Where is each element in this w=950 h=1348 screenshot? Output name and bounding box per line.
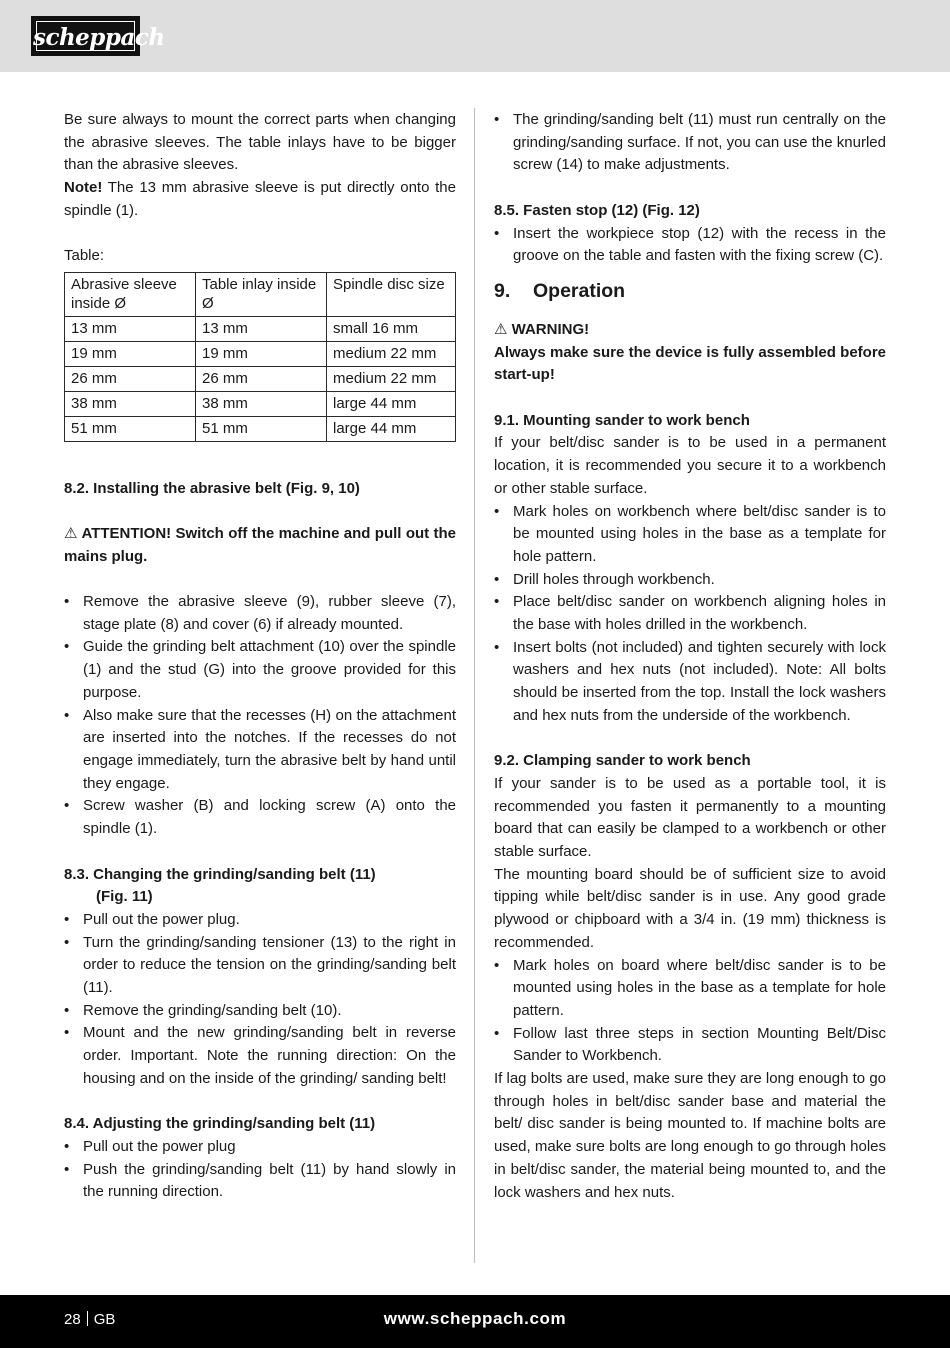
warning-text: Always make sure the device is fully assembled before start-up! bbox=[494, 343, 886, 384]
table-cell: medium 22 mm bbox=[327, 366, 456, 391]
table-cell: 26 mm bbox=[65, 366, 196, 391]
section-9-1-heading: 9.1. Mounting sander to work bench bbox=[494, 411, 750, 429]
table-cell: 51 mm bbox=[65, 416, 196, 441]
table-cell: large 44 mm bbox=[327, 391, 456, 416]
table-cell: 38 mm bbox=[65, 391, 196, 416]
attention-notice bbox=[64, 523, 456, 568]
table-cell: 19 mm bbox=[196, 341, 327, 366]
table-cell: 26 mm bbox=[196, 366, 327, 391]
section-8-3-heading-figure: (Fig. 11) bbox=[96, 888, 153, 906]
section-9-2-text: If lag bolts are used, make sure they are long enough to go through holes in belt/disc sander base and material the belt/ disc sander is being mounted to. If machine bolts are used, make sure bolts are long enough to go through holes in belt/disc sander, the material being mounted to, and the lock washers and hex nuts. bbox=[494, 1070, 886, 1201]
list-item: • Also make sure that the recesses (H) on the attachment are inserted into the notches. If the recesses do not engage immediately, turn the abrasive belt by hand until they engage. bbox=[64, 705, 456, 796]
section-8-2-heading: 8.2. Installing the abrasive belt (Fig. 9, 10) bbox=[64, 479, 360, 497]
belt-centering-list bbox=[494, 109, 886, 177]
warning-triangle-icon: ⚠ bbox=[494, 320, 508, 338]
section-9-2-text: The mounting board should be of sufficient size to avoid tipping while belt/disc sander is in use. Any good grade plywood or chipboard with a 3/4 in. (19 mm) thickness is recommended. bbox=[494, 865, 886, 951]
list-item: • Drill holes through workbench. bbox=[494, 569, 886, 592]
table-row bbox=[65, 316, 456, 341]
table-row bbox=[65, 416, 456, 441]
list-item: • Mark holes on workbench where belt/disc sander is to be mounted using holes in the base as a template for hole pattern. bbox=[494, 501, 886, 569]
note-label: Note! bbox=[64, 179, 103, 197]
section-8-3-list bbox=[64, 909, 456, 1091]
scheppach-logo: scheppach bbox=[31, 16, 140, 56]
attention-text: ATTENTION! Switch off the machine and pull out the mains plug. bbox=[64, 524, 456, 565]
note-text: The 13 mm abrasive sleeve is put directly onto the spindle (1). bbox=[64, 179, 456, 219]
right-column bbox=[494, 109, 886, 1204]
table-cell: 19 mm bbox=[65, 341, 196, 366]
list-item: • Mount and the new grinding/sanding belt in reverse order. Important. Note the running direction: On the housing and on the inside of the grinding/ sanding belt! bbox=[64, 1022, 456, 1090]
list-item: • Mark holes on board where belt/disc sander is to be mounted using holes in the base as a template for hole pattern. bbox=[494, 955, 886, 1023]
list-item: • Pull out the power plug. bbox=[64, 909, 456, 932]
column-divider bbox=[474, 108, 475, 1263]
list-item: • Follow last three steps in section Mounting Belt/Disc Sander to Workbench. bbox=[494, 1023, 886, 1068]
page-number: 28 bbox=[64, 1311, 81, 1328]
sleeve-table bbox=[64, 272, 456, 442]
list-item: • Screw washer (B) and locking screw (A) onto the spindle (1). bbox=[64, 795, 456, 840]
warning-triangle-icon: ⚠ bbox=[64, 524, 78, 542]
table-cell: 38 mm bbox=[196, 391, 327, 416]
section-8-5-list bbox=[494, 223, 886, 268]
section-9-2-heading: 9.2. Clamping sander to work bench bbox=[494, 752, 751, 770]
table-cell: small 16 mm bbox=[327, 316, 456, 341]
list-item: • Remove the grinding/sanding belt (10). bbox=[64, 1000, 456, 1023]
table-cell: medium 22 mm bbox=[327, 341, 456, 366]
list-item: • Pull out the power plug bbox=[64, 1136, 456, 1159]
table-cell: 13 mm bbox=[65, 316, 196, 341]
section-9-2-text: If your sander is to be used as a portable tool, it is recommended you fasten it permanently to a mounting board that can easily be clamped to a workbench or other stable surface. bbox=[494, 774, 886, 861]
table-header-cell: Table inlay inside Ø bbox=[196, 272, 327, 316]
section-9-heading bbox=[494, 278, 886, 304]
header-bar bbox=[0, 0, 950, 72]
list-item: • Push the grinding/sanding belt (11) by hand slowly in the running direction. bbox=[64, 1159, 456, 1204]
section-8-4-list bbox=[64, 1136, 456, 1204]
warning-label: WARNING! bbox=[507, 320, 590, 338]
section-9-1-list bbox=[494, 501, 886, 728]
section-8-2-list bbox=[64, 591, 456, 841]
left-column bbox=[64, 109, 456, 1204]
table-label: Table: bbox=[64, 247, 105, 265]
section-9-1-text: If your belt/disc sander is to be used in a permanent location, it is recommended you secure it to a workbench or other stable surface. bbox=[494, 434, 886, 497]
table-header-row bbox=[65, 272, 456, 316]
section-8-5-heading: 8.5. Fasten stop (12) (Fig. 12) bbox=[494, 201, 700, 219]
list-item: • Place belt/disc sander on workbench aligning holes in the base with holes drilled in the workbench. bbox=[494, 591, 886, 636]
section-8-4-heading: 8.4. Adjusting the grinding/sanding belt (11) bbox=[64, 1115, 376, 1133]
list-item: • Turn the grinding/sanding tensioner (13) to the right in order to reduce the tension on the grinding/sanding belt (11). bbox=[64, 932, 456, 1000]
table-header-cell: Spindle disc size bbox=[327, 272, 456, 316]
footer-bar bbox=[0, 1295, 950, 1348]
website-link[interactable]: www.scheppach.com bbox=[383, 1309, 567, 1328]
language-code: GB bbox=[93, 1311, 116, 1328]
table-header-cell: Abrasive sleeve inside Ø bbox=[65, 272, 196, 316]
list-item: • Guide the grinding belt attachment (10) over the spindle (1) and the stud (G) into the groove provided for this purpose. bbox=[64, 636, 456, 704]
table-row bbox=[65, 391, 456, 416]
list-item: • Remove the abrasive sleeve (9), rubber sleeve (7), stage plate (8) and cover (6) if already mounted. bbox=[64, 591, 456, 636]
table-cell: 51 mm bbox=[196, 416, 327, 441]
table-row bbox=[65, 366, 456, 391]
section-9-2-list bbox=[494, 955, 886, 1069]
list-item: • Insert the workpiece stop (12) with the recess in the groove on the table and fasten with the fixing screw (C). bbox=[494, 223, 886, 268]
table-cell: large 44 mm bbox=[327, 416, 456, 441]
warning-heading bbox=[494, 319, 886, 342]
section-9-number: 9. bbox=[494, 279, 511, 302]
section-8-3-heading: 8.3. Changing the grinding/sanding belt (11) bbox=[64, 865, 376, 883]
section-9-title: Operation bbox=[533, 279, 626, 302]
note-paragraph bbox=[64, 177, 456, 222]
list-item: • Insert bolts (not included) and tighten securely with lock washers and hex nuts (not included). Note: All bolts should be inserted from the top. Install the lock washers and hex nuts from the underside of the workbench. bbox=[494, 637, 886, 728]
list-item: • The grinding/sanding belt (11) must run centrally on the grinding/sanding surface. If not, you can use the knurled screw (14) to make adjustments. bbox=[494, 109, 886, 177]
table-row bbox=[65, 341, 456, 366]
table-cell: 13 mm bbox=[196, 316, 327, 341]
intro-paragraph: Be sure always to mount the correct parts when changing the abrasive sleeves. The table inlays have to be bigger than the abrasive sleeves. bbox=[64, 111, 456, 174]
